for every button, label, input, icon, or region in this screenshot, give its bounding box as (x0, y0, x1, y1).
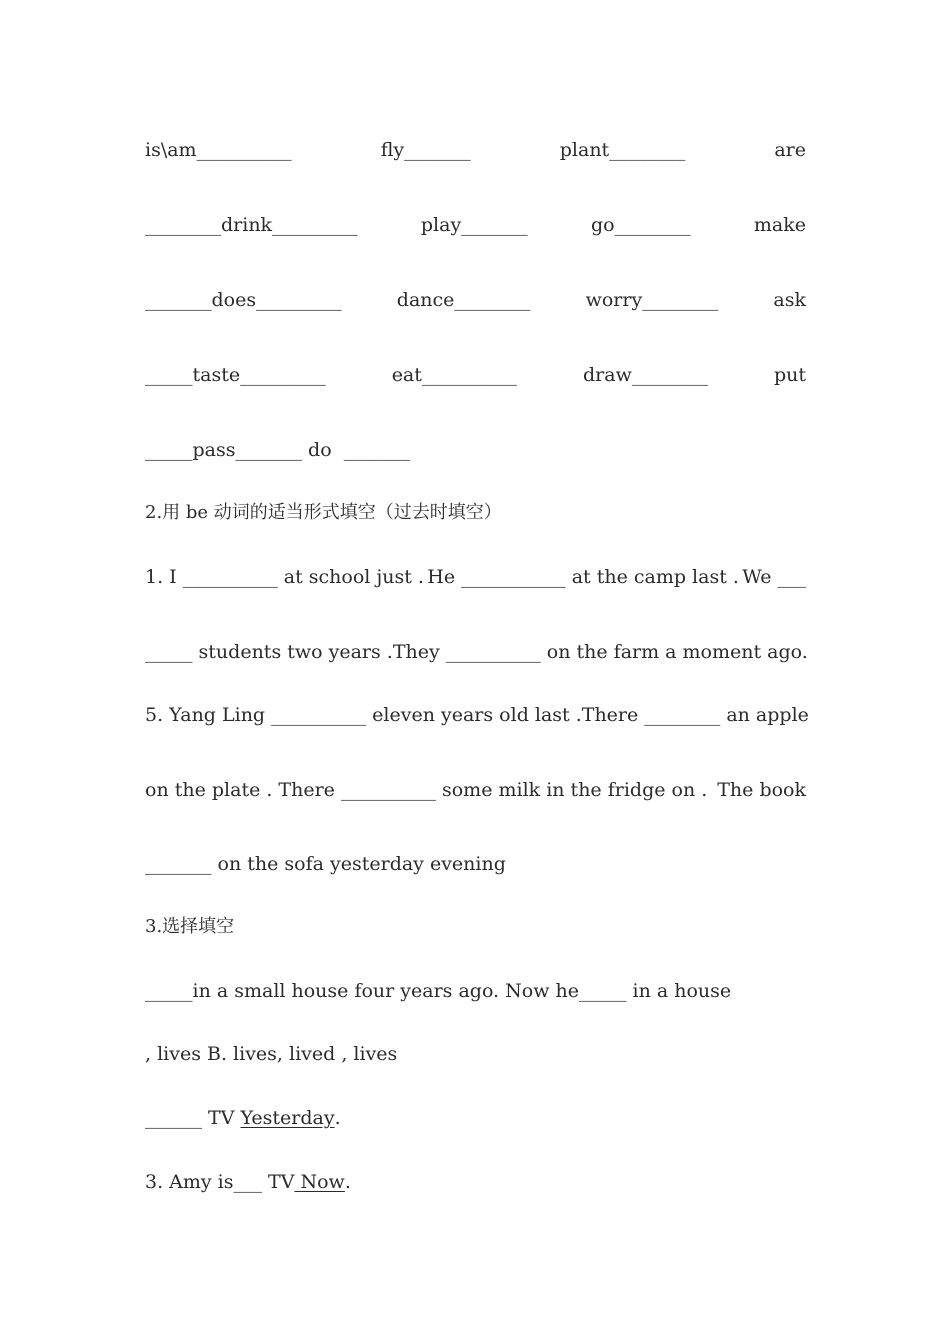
verb-item: put (773, 364, 806, 386)
verb-item: _____taste_________ (145, 364, 326, 386)
verb-item: plant________ (559, 139, 686, 161)
section-3-question-2: ______ TV Yesterday . (145, 1107, 341, 1129)
verb-item: ________drink_________ (145, 214, 358, 236)
verb-item: _______does_________ (145, 289, 342, 311)
verb-item: worry________ (585, 289, 719, 311)
section-3-question-1: _____in a small house four years ago. Now he_____ in a house (145, 980, 732, 1002)
underlined-word: Yesterday (240, 1107, 335, 1129)
verb-item: play_______ (420, 214, 528, 236)
section-2-line-4: on the plate . There __________ some milk in the fridge on . The book (145, 779, 806, 801)
verb-row-2 (145, 213, 806, 237)
section-3-heading: 3.选择填空 (145, 916, 235, 937)
verb-item: dance________ (396, 289, 531, 311)
verb-item: eat__________ (391, 364, 517, 386)
section-2-line-3: 5. Yang Ling __________ eleven years old last . There ________ an apple (145, 704, 809, 726)
verb-item: make (753, 214, 806, 236)
verb-row-1 (145, 138, 806, 162)
verb-row-3 (145, 288, 806, 312)
section-2-line-5: _______ on the sofa yesterday evening (145, 853, 506, 875)
verb-item: is\am__________ (145, 139, 292, 161)
section-2-line-1: 1. I __________ at school just . He ___________ at the camp last . We ___ (145, 566, 806, 588)
verb-row-4 (145, 363, 806, 387)
verb-item: go________ (590, 214, 691, 236)
verb-item: fly_______ (380, 139, 471, 161)
section-2-line-2: _____ students two years . They __________ on the farm a moment ago. (145, 641, 808, 663)
section-3-options: , lives B. lives, lived , lives (145, 1043, 398, 1065)
verb-item: ask (773, 289, 806, 311)
section-2-heading: 2.用 be 动词的适当形式填空（过去时填空） (145, 502, 502, 523)
verb-row-5 (145, 438, 806, 462)
verb-item: _____pass_______ do _______ (145, 439, 411, 461)
verb-item: draw________ (583, 364, 708, 386)
verb-item: are (774, 139, 806, 161)
section-3-question-3: 3. Amy is___ TV Now . (145, 1171, 351, 1193)
underlined-word: Now (294, 1171, 345, 1193)
